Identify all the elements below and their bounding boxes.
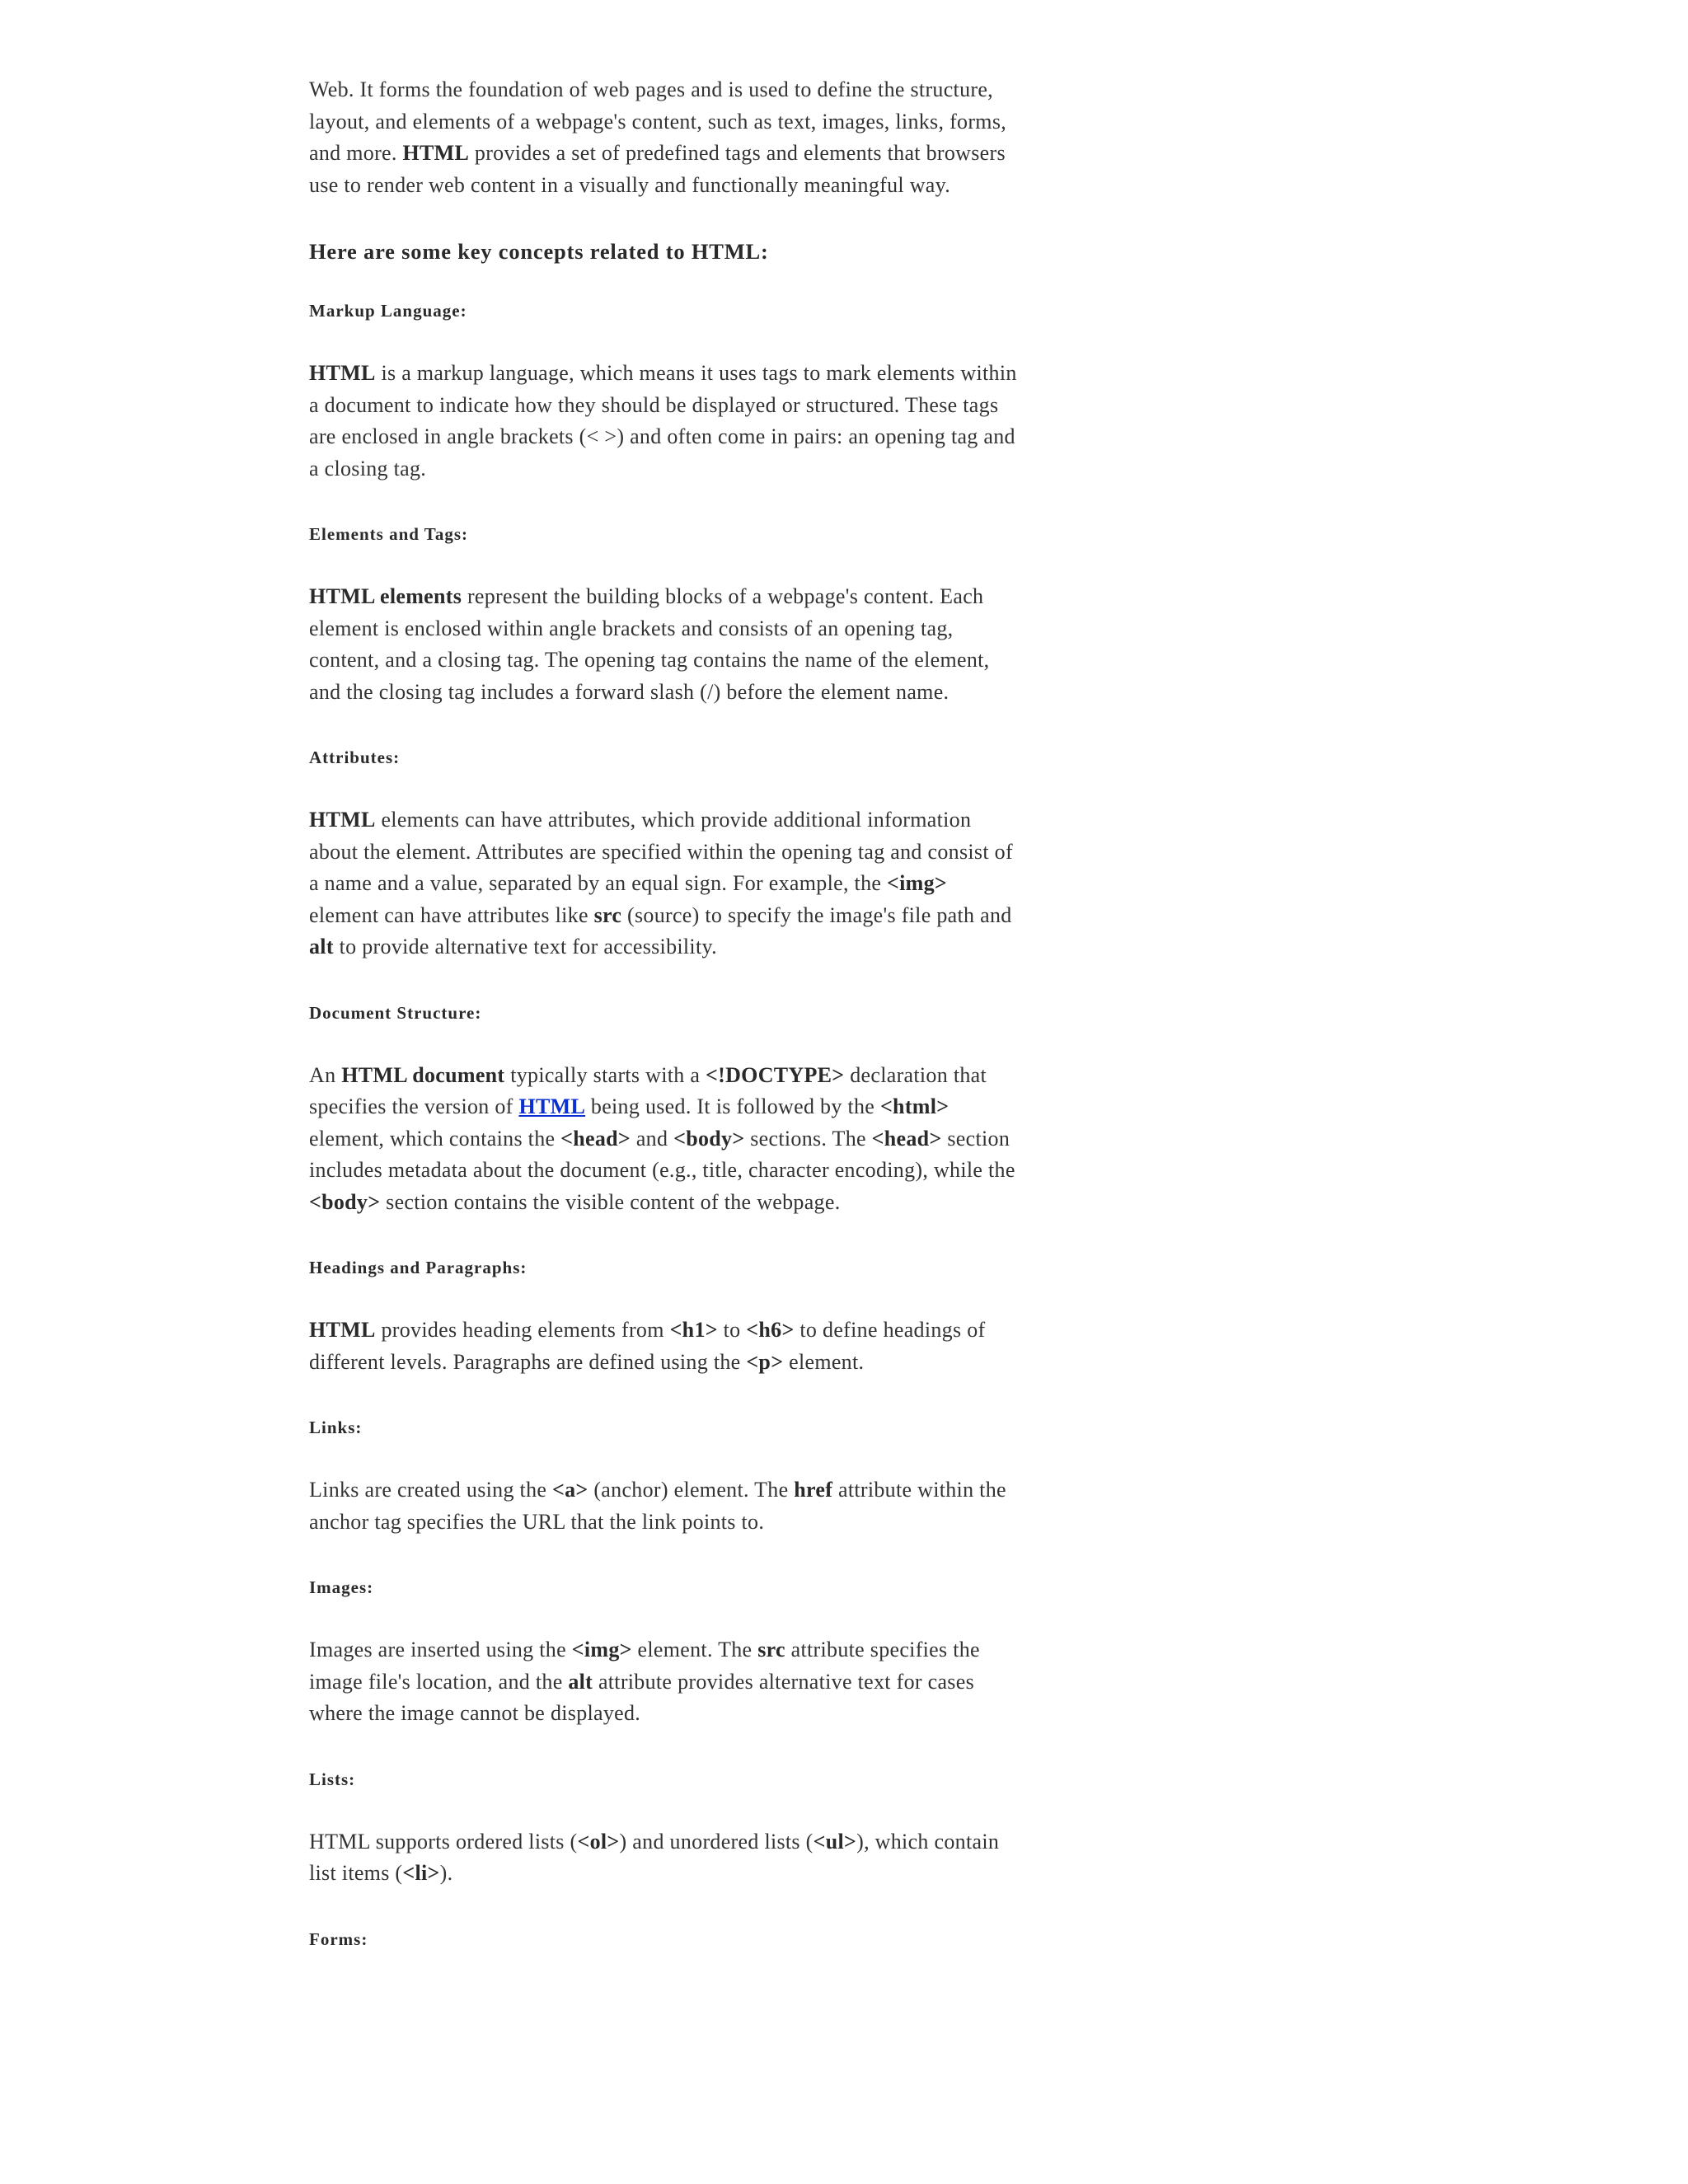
bold-text: <h1> (669, 1318, 718, 1342)
bold-text: HTML elements (309, 584, 462, 608)
paragraph-text: ) and unordered lists ( (619, 1829, 814, 1854)
paragraph-text: (anchor) element. The (588, 1478, 795, 1502)
bold-text: <body> (309, 1189, 381, 1214)
paragraph-text: and (631, 1126, 674, 1151)
section-heading-document-structure: Document Structure: (309, 1002, 482, 1023)
key-concepts-heading: Here are some key concepts related to HTML: (309, 239, 769, 264)
bold-text: <body> (673, 1126, 745, 1151)
paragraph-text: element. (783, 1349, 865, 1374)
section-heading-forms: Forms: (309, 1929, 368, 1949)
paragraph-text: to (717, 1318, 747, 1342)
section-paragraph-markup (309, 358, 1018, 485)
paragraph-text: elements can have attributes, which provide additional information about the element. Attributes are specified within the opening tag and consist of a name and a value, separated by an equal sign. For example, the (309, 808, 1013, 895)
intro-text-2: provides a set of predefined tags and elements that browsers use to render web content in a visually and functionally meaningful way. (309, 141, 1006, 197)
section-heading-lists: Lists: (309, 1769, 356, 1789)
bold-text: <html> (879, 1094, 950, 1118)
paragraph-text: An (309, 1062, 342, 1087)
paragraph-text: sections. The (744, 1126, 872, 1151)
intro-bold-html: HTML (402, 141, 470, 165)
bold-text: alt (568, 1669, 593, 1694)
intro-paragraph (309, 74, 1018, 201)
paragraph-text: to define headings of different levels. Paragraphs are defined using the (309, 1318, 986, 1374)
paragraph-text: being used. It is followed by the (585, 1094, 880, 1118)
bold-text: <head> (560, 1126, 631, 1151)
bold-text: <ol> (577, 1829, 620, 1854)
paragraph-text: element. The (631, 1638, 758, 1661)
section-heading-markup: Markup Language: (309, 301, 467, 321)
section-heading-elements: Elements and Tags: (309, 524, 469, 544)
paragraph-text: HTML supports ordered lists ( (309, 1829, 578, 1854)
bold-text: src (593, 902, 622, 927)
intro-text-1: Web. It forms the foundation of web pages and is used to define the structure, layout, and elements of a webpage's content, such as text, images, links, forms, and more. (309, 77, 1007, 165)
paragraph-text: element can have attributes like (309, 902, 594, 927)
paragraph-text: typically starts with a (504, 1062, 706, 1087)
bold-text: <!DOCTYPE> (706, 1062, 845, 1087)
paragraph-text: provides heading elements from (375, 1318, 670, 1342)
section-heading-links: Links: (309, 1418, 363, 1437)
bold-text: <ul> (813, 1829, 857, 1854)
paragraph-text: section includes metadata about the document (e.g., title, character encoding), while the (309, 1126, 1015, 1182)
paragraph-text: to provide alternative text for accessibility. (333, 935, 717, 958)
bold-text: HTML (309, 361, 376, 385)
bold-text: HTML (309, 808, 376, 832)
section-heading-headings: Headings and Paragraphs: (309, 1258, 528, 1277)
bold-text: <head> (871, 1126, 942, 1151)
paragraph-text: represent the building blocks of a webpage's content. Each element is enclosed within angle brackets and consists of an opening tag, content, and a closing tag. The opening tag contains the name of the element, and the closing tag includes a forward slash (/) before the element name. (309, 584, 990, 704)
section-paragraph-images (309, 1634, 1018, 1730)
paragraph-text: Images are inserted using the (309, 1638, 572, 1661)
section-heading-attributes: Attributes: (309, 748, 401, 767)
paragraph-text: attribute within the anchor tag specifies the URL that the link points to. (309, 1478, 1006, 1534)
paragraph-text: is a markup language, which means it uses tags to mark elements within a document to indicate how they should be displayed or structured. These tags are enclosed in angle brackets (< >) and often come in pairs: an opening tag and a closing tag. (309, 361, 1017, 480)
section-paragraph-elements (309, 581, 1018, 708)
paragraph-text: (source) to specify the image's file path and (621, 902, 1012, 927)
paragraph-text: ). (439, 1861, 453, 1885)
section-paragraph-headings (309, 1315, 1018, 1378)
section-paragraph-attributes (309, 804, 1018, 963)
section-paragraph-lists (309, 1826, 1018, 1890)
html-link[interactable]: HTML (518, 1094, 586, 1118)
paragraph-text: attribute provides alternative text for cases where the image cannot be displayed. (309, 1669, 974, 1725)
paragraph-text: Links are created using the (309, 1478, 553, 1502)
paragraph-text: section contains the visible content of the webpage. (380, 1189, 841, 1214)
paragraph-text: ), which contain list items ( (309, 1829, 1000, 1885)
bold-text: alt (309, 935, 334, 958)
bold-text: <img> (571, 1638, 632, 1661)
bold-text: <li> (402, 1861, 440, 1885)
section-paragraph-links (309, 1474, 1018, 1538)
bold-text: <a> (552, 1478, 588, 1502)
bold-text: <img> (887, 871, 948, 895)
paragraph-text: element, which contains the (309, 1126, 561, 1151)
bold-text: HTML (309, 1318, 376, 1342)
bold-text: src (757, 1638, 785, 1661)
paragraph-text: attribute specifies the image file's location, and the (309, 1638, 980, 1694)
bold-text: HTML document (341, 1062, 505, 1087)
bold-text: <p> (746, 1349, 784, 1374)
section-paragraph-document-structure (309, 1060, 1018, 1219)
paragraph-text: declaration that specifies the version of (309, 1062, 987, 1118)
document-body (309, 74, 1018, 1952)
bold-text: <h6> (746, 1318, 795, 1342)
section-heading-images: Images: (309, 1577, 374, 1597)
bold-text: href (794, 1478, 833, 1502)
